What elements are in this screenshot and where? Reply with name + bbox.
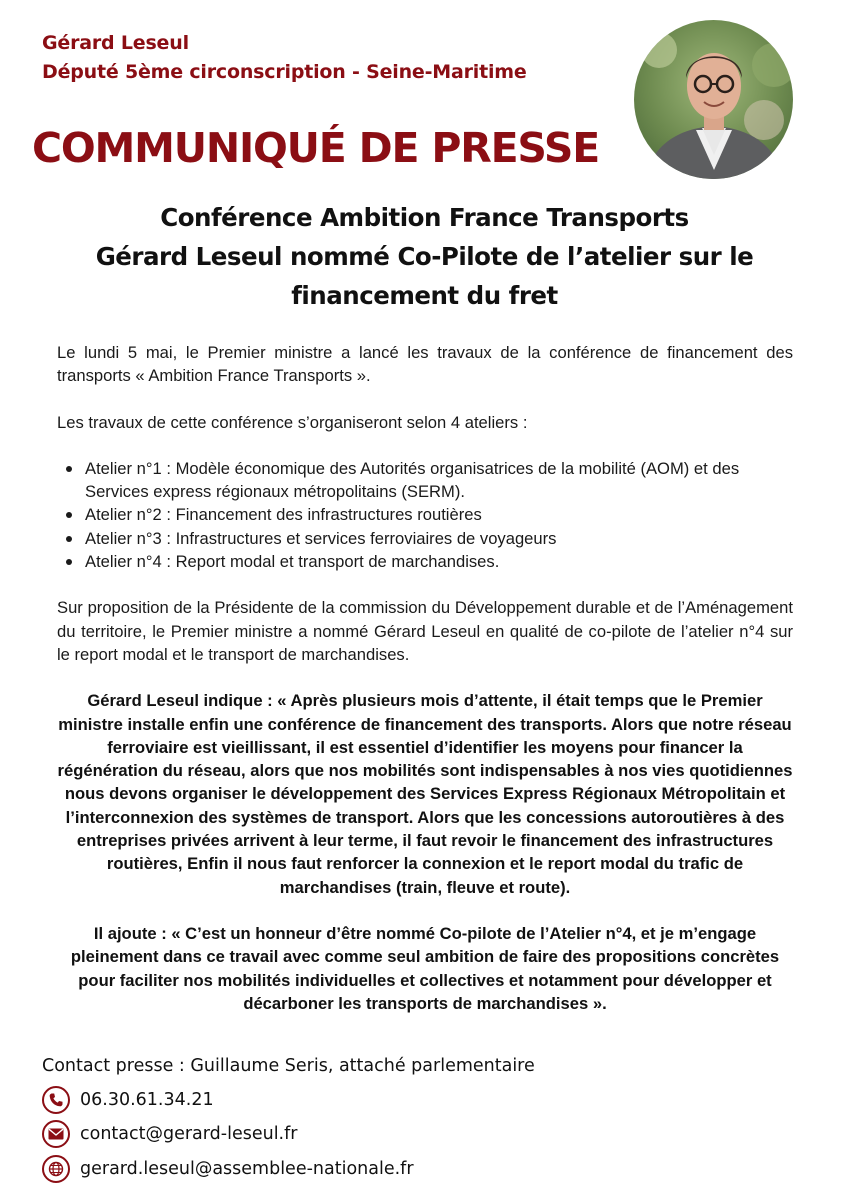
quote-paragraph-1: Gérard Leseul indique : « Après plusieurs mois d’attente, il était temps que le Premier ministre installe enfin une conférence de financement des transports. Alors que notre réseau ferroviaire est vieillissant, il est essentiel d’identifier les moyens pour financer la régénération du réseau, alors que nos mobilités sont indispensables à nos vies quotidiennes nous devons organiser le développement des Services Express Régionaux Métropolitain et l’interconnexion des systèmes de transport. Alors que les concessions autoroutières à des entreprises privées arrivent à leur terme, il faut revoir le financement des infrastructures routières, Enfin il nous faut renforcer la connexion et le report modal du trafic de marchandises (train, fleuve et route). (57, 691, 793, 897)
web-link[interactable]: gerard.leseul@assemblee-nationale.fr (80, 1159, 414, 1179)
nomination-paragraph: Sur proposition de la Présidente de la commission du Développement durable et de l’Aménagement du territoire, le Premier ministre a nommé Gérard Leseul en qualité de co-pilote de l’atelier n°4 sur le report modal et le transport de marchandises. (57, 598, 793, 664)
contact-email-row (42, 1119, 297, 1149)
globe-icon (42, 1155, 70, 1183)
mail-icon (42, 1120, 70, 1148)
contact-title: Contact presse : Guillaume Seris, attaché parlementaire (42, 1056, 535, 1076)
portrait-photo (634, 20, 793, 179)
email-link[interactable]: contact@gerard-leseul.fr (80, 1124, 298, 1144)
contact-web-row (42, 1154, 414, 1184)
page-title: COMMUNIQUÉ DE PRESSE (32, 124, 599, 172)
phone-icon (42, 1086, 70, 1114)
list-item: Atelier n°4 : Report modal et transport de marchandises. (85, 550, 793, 573)
list-item: Atelier n°2 : Financement des infrastructures routières (85, 503, 793, 526)
headline-line-2: Gérard Leseul nommé Co-Pilote de l’atelier sur le (95, 242, 754, 271)
quote-paragraph-2: Il ajoute : « C’est un honneur d’être nommé Co-pilote de l’Atelier n°4, et je m’engage pleinement dans ce travail avec comme seul ambition de faire des propositions concrètes pour faciliter nos mobilités individuelles et collectives et notamment pour développer et décarboner les transports de marchandises ». (70, 923, 780, 1013)
headline-line-1: Conférence Ambition France Transports (160, 203, 689, 232)
press-release-body (57, 341, 793, 1015)
contact-phone-row (42, 1085, 214, 1115)
intro-paragraph: Le lundi 5 mai, le Premier ministre a lancé les travaux de la conférence de financement des transports « Ambition France Transports ». (57, 343, 793, 386)
headline (40, 198, 809, 315)
author-name: Gérard Leseul (42, 32, 189, 54)
workshops-intro: Les travaux de cette conférence s’organiseront selon 4 ateliers : (57, 412, 528, 432)
list-item: Atelier n°1 : Modèle économique des Autorités organisatrices de la mobilité (AOM) et des Services express régionaux métropolitains (SERM). (85, 457, 793, 504)
list-item: Atelier n°3 : Infrastructures et services ferroviaires de voyageurs (85, 527, 793, 550)
headline-line-3: financement du fret (291, 281, 558, 310)
author-role: Député 5ème circonscription - Seine-Maritime (42, 61, 527, 83)
phone-number[interactable]: 06.30.61.34.21 (80, 1090, 214, 1110)
workshops-list (57, 457, 793, 573)
